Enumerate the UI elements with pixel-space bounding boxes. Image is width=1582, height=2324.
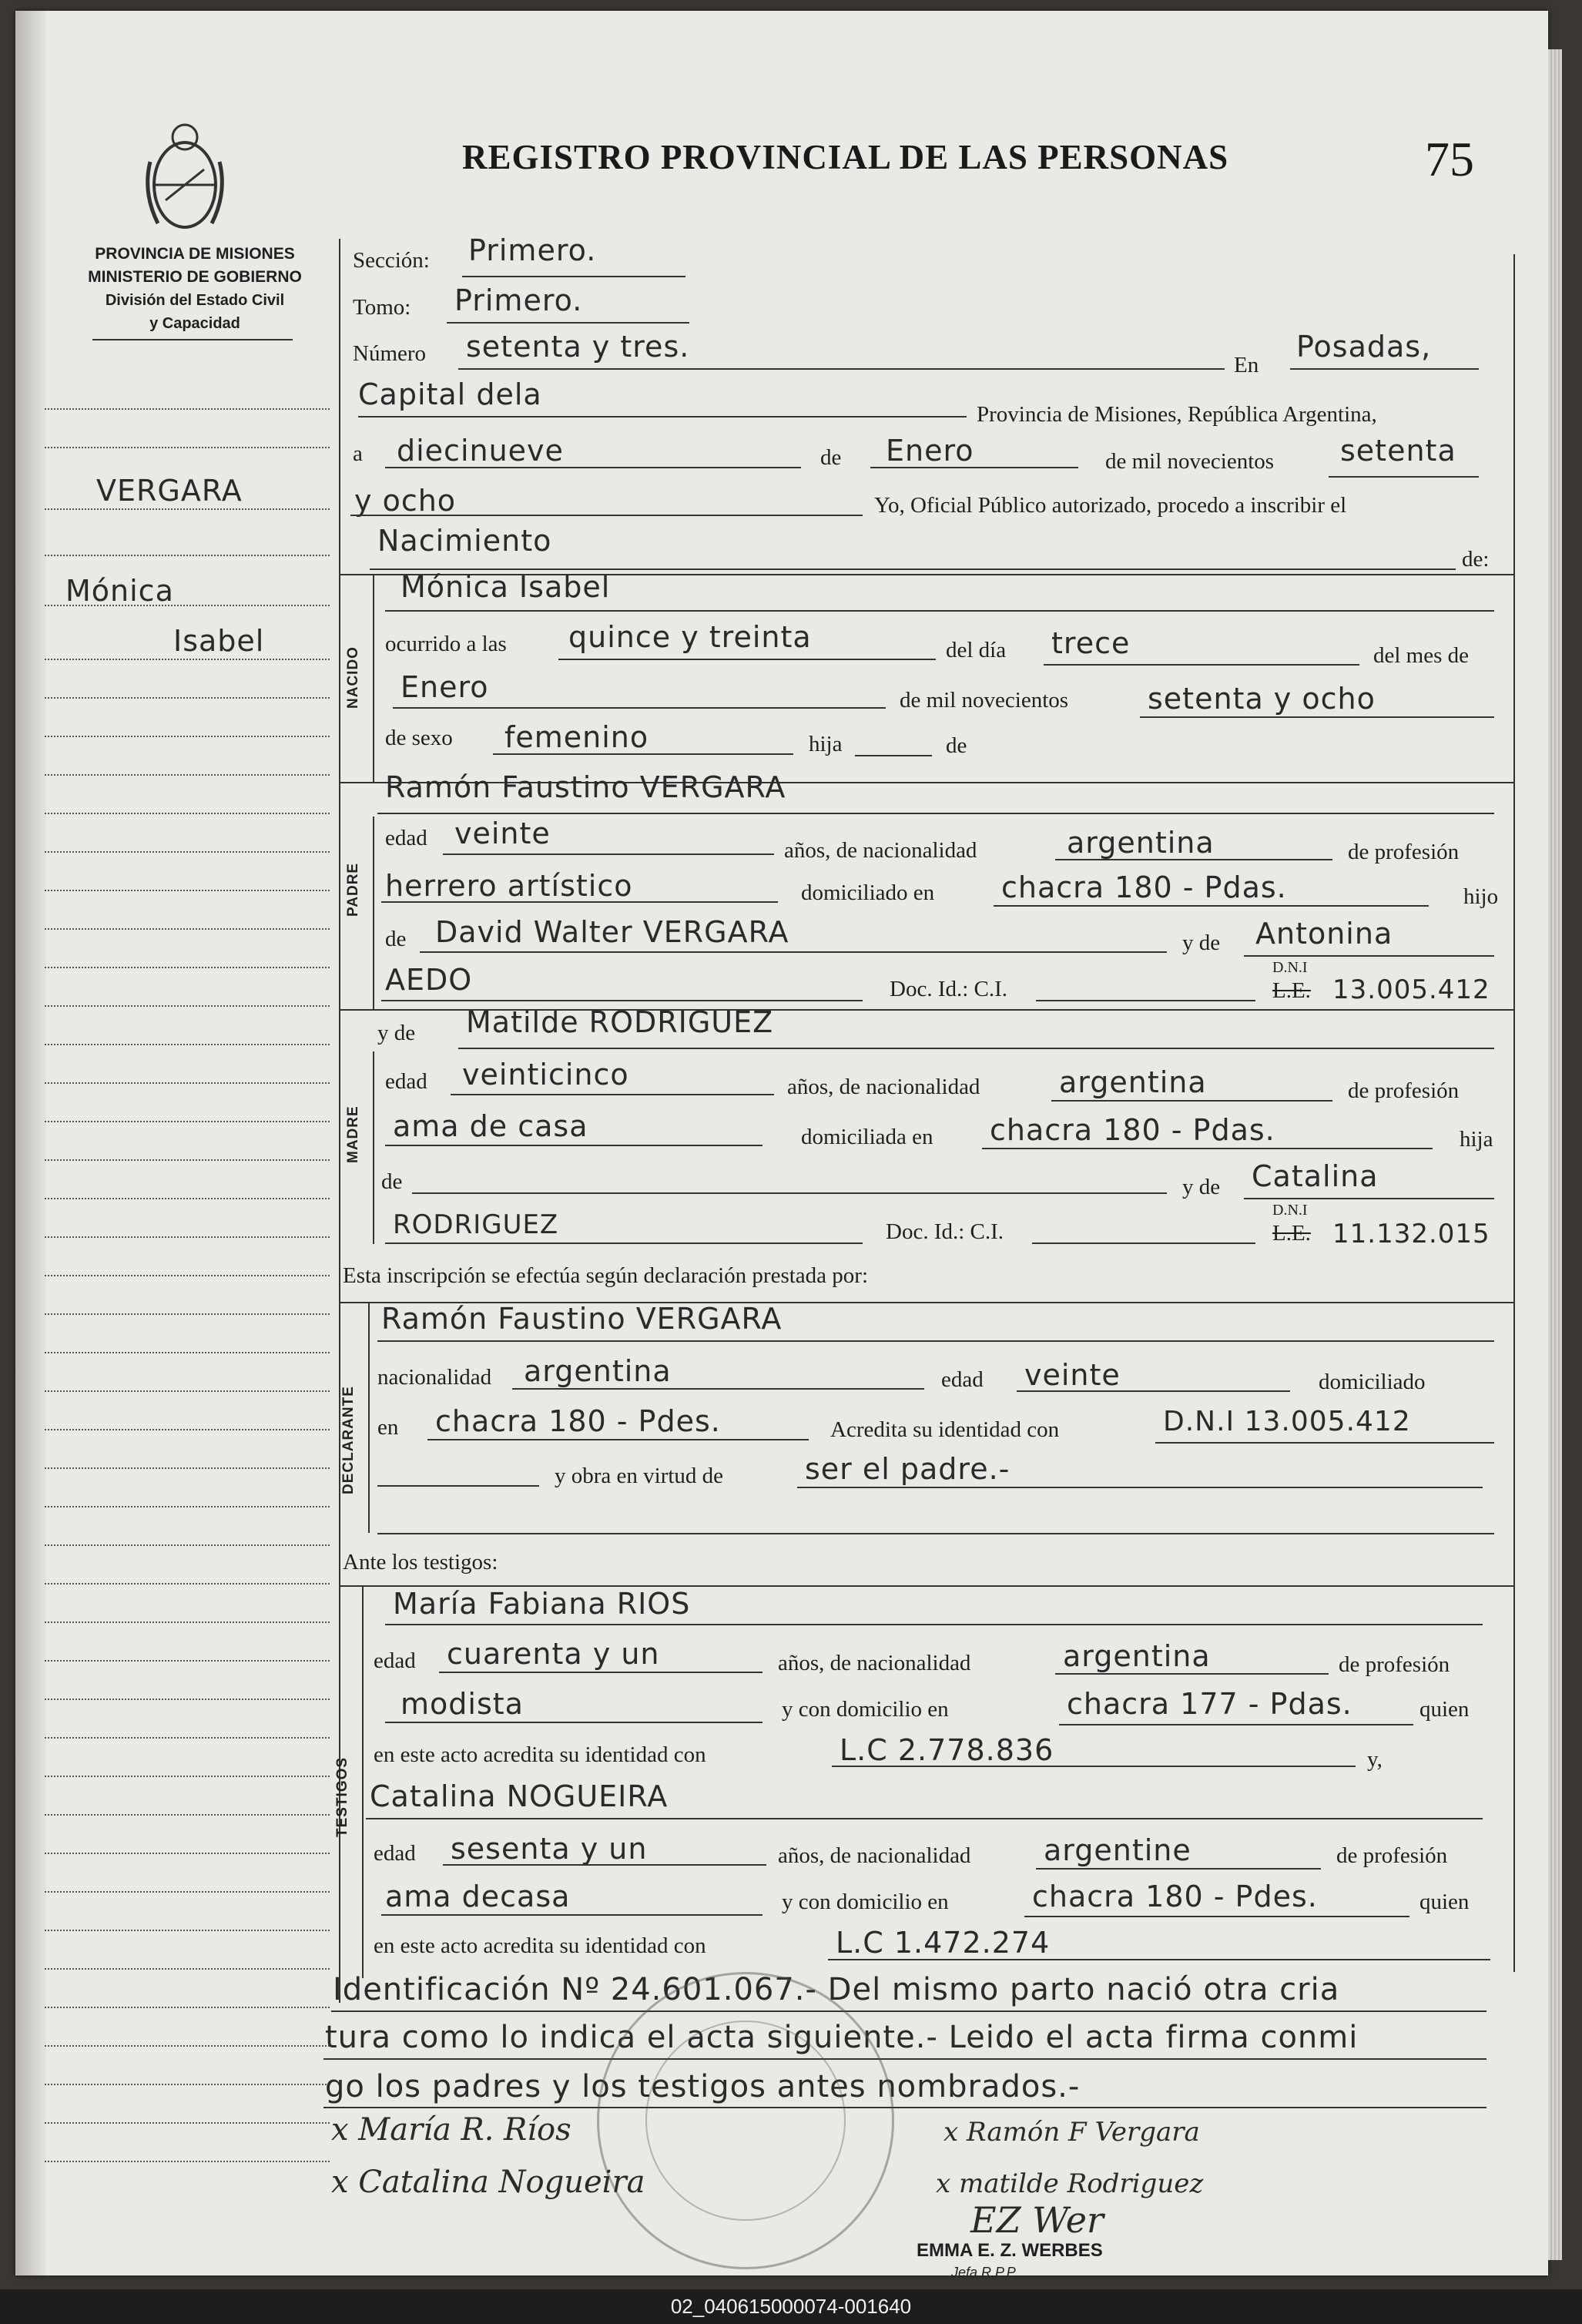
- day-value: diecinueve: [397, 434, 564, 468]
- madre-yde2-label: y de: [1182, 1175, 1221, 1199]
- madre-nac-label: años, de nacionalidad: [787, 1075, 980, 1099]
- signature-mother: x matilde Rodriguez: [936, 2168, 1204, 2199]
- madre-doc-type-old: L.E.: [1272, 1221, 1311, 1246]
- maternal-grandmother-first: Catalina: [1252, 1159, 1379, 1193]
- padre-dom-label: domiciliado en: [801, 880, 935, 905]
- decl-acredita-label: Acredita su identidad con: [830, 1417, 1060, 1442]
- seccion-value: Primero.: [468, 233, 597, 267]
- declarant-domicile: chacra 180 - Pdes.: [435, 1404, 721, 1438]
- father-age: veinte: [454, 817, 551, 850]
- sex-value: femenino: [504, 720, 649, 754]
- main-left-border: [339, 239, 340, 2003]
- issuer-block: [45, 243, 345, 335]
- province-label: PROVINCIA DE MISIONES: [95, 245, 295, 263]
- padre-de-label: de: [385, 927, 407, 951]
- numero-label: Número: [353, 341, 427, 366]
- dia-label: del día: [946, 638, 1007, 662]
- mes-label: del mes de: [1373, 643, 1470, 668]
- madre-edad-label: edad: [385, 1069, 427, 1094]
- testigos-divider: [362, 1585, 364, 1978]
- madre-dom-label: domiciliada en: [801, 1125, 933, 1149]
- declarant-nationality: argentina: [524, 1354, 672, 1388]
- de-colon: de:: [1462, 547, 1490, 572]
- witness1-nationality: argentina: [1063, 1639, 1211, 1673]
- birth-month: Enero: [401, 670, 489, 704]
- de-label: de: [820, 445, 842, 470]
- nacido-de-label: de: [946, 733, 967, 758]
- birth-year: setenta y ocho: [1148, 682, 1376, 716]
- officer-title: Jefa R.P.P.: [951, 2265, 1018, 2280]
- decl-en-label: en: [377, 1415, 399, 1440]
- father-nationality: argentina: [1067, 826, 1215, 860]
- capital-value: Capital dela: [358, 377, 542, 411]
- decl-dom-label: domiciliado: [1319, 1370, 1426, 1394]
- declarant-id: D.N.I 13.005.412: [1163, 1406, 1411, 1437]
- madre-divider: [373, 1051, 374, 1244]
- witness2-domicile: chacra 180 - Pdes.: [1032, 1880, 1318, 1913]
- numero-value: setenta y tres.: [466, 330, 690, 364]
- padre-hijo-label: hijo: [1463, 884, 1499, 909]
- mother-age: veinticinco: [462, 1058, 629, 1092]
- year2-value: y ocho: [354, 484, 457, 518]
- signature-officer: EZ Wer: [970, 2199, 1104, 2241]
- w1-acredita-label: en este acto acredita su identidad con: [374, 1742, 706, 1767]
- main-right-border: [1513, 254, 1515, 1972]
- padre-doc-number: 13.005.412: [1332, 974, 1490, 1005]
- book-binding: [15, 11, 46, 2275]
- en-value: Posadas,: [1296, 330, 1432, 364]
- decl-nac-label: nacionalidad: [377, 1365, 492, 1390]
- padre-prof-label: de profesión: [1348, 840, 1460, 864]
- signature-father: x Ramón F Vergara: [944, 2117, 1200, 2148]
- witness1-domicile: chacra 177 - Pdas.: [1067, 1687, 1352, 1721]
- paternal-grandmother-last: AEDO: [385, 963, 473, 997]
- margin-name-1: Mónica: [65, 574, 174, 608]
- w2-prof-label: de profesión: [1336, 1843, 1448, 1868]
- mother-name: Matilde RODRIGUEZ: [466, 1005, 774, 1039]
- year-label: de mil novecientos: [1105, 449, 1275, 474]
- w2-edad-label: edad: [374, 1841, 416, 1866]
- declarant-age: veinte: [1024, 1358, 1121, 1392]
- note-line-2: tura como lo indica el acta siguiente.- Leido el acta firma conmi: [325, 2020, 1359, 2055]
- w2-nac-label: años, de nacionalidad: [778, 1843, 971, 1868]
- w2-quien-label: quien: [1419, 1890, 1470, 1914]
- w1-nac-label: años, de nacionalidad: [778, 1651, 971, 1675]
- image-id-bar: [0, 2289, 1582, 2324]
- nacido-divider: [373, 574, 374, 782]
- tomo-value: Primero.: [454, 283, 583, 317]
- birth-hour: quince y treinta: [568, 620, 812, 654]
- declaracion-intro: Esta inscripción se efectúa según declaración prestada por:: [343, 1263, 869, 1288]
- madre-prof-label: de profesión: [1348, 1078, 1460, 1103]
- witness2-age: sesenta y un: [451, 1832, 648, 1866]
- father-name: Ramón Faustino VERGARA: [385, 770, 786, 804]
- father-profession: herrero artístico: [385, 869, 633, 903]
- w2-acredita-label: en este acto acredita su identidad con: [374, 1933, 706, 1958]
- paternal-grandmother-first: Antonina: [1255, 917, 1393, 951]
- declarant-reason: ser el padre.-: [805, 1452, 1011, 1486]
- month-value: Enero: [886, 434, 974, 468]
- margin-surname: VERGARA: [96, 474, 243, 508]
- note-line-3: go los padres y los testigos antes nombrados.-: [325, 2069, 1081, 2104]
- declarante-section-label: DECLARANTE: [340, 1386, 357, 1494]
- mother-domicile: chacra 180 - Pdas.: [990, 1113, 1275, 1147]
- padre-divider: [373, 817, 374, 1009]
- madre-doc-number: 11.132.015: [1332, 1219, 1490, 1249]
- coat-of-arms-icon: [135, 116, 235, 246]
- witness2-id: L.C 1.472.274: [836, 1926, 1051, 1960]
- capacity-label: y Capacidad: [149, 315, 240, 332]
- padre-yde-label: y de: [1182, 931, 1221, 955]
- witness2-name: Catalina NOGUEIRA: [370, 1779, 669, 1813]
- witness2-profession: ama decasa: [385, 1880, 571, 1913]
- mother-nationality: argentina: [1059, 1065, 1207, 1099]
- testigos-intro: Ante los testigos:: [343, 1550, 498, 1574]
- madre-doc-label: Doc. Id.: C.I.: [886, 1219, 1004, 1244]
- witness1-id: L.C 2.778.836: [840, 1733, 1054, 1767]
- testigos-section-label: TESTIGOS: [334, 1756, 350, 1837]
- declarante-divider: [368, 1302, 370, 1533]
- page-edge: [1548, 49, 1562, 2260]
- child-name: Mónica Isabel: [401, 570, 611, 604]
- division-label: División del Estado Civil: [105, 292, 285, 309]
- a-label: a: [353, 441, 363, 466]
- padre-doc-label: Doc. Id.: C.I.: [890, 977, 1008, 1001]
- madre-doc-type-new: D.N.I: [1272, 1202, 1308, 1219]
- birth-year-label: de mil novecientos: [900, 688, 1069, 713]
- w1-y-label: y,: [1367, 1747, 1383, 1772]
- decl-obra-label: y obra en virtud de: [555, 1464, 724, 1488]
- tomo-label: Tomo:: [353, 295, 411, 320]
- issuer-underline: [92, 339, 293, 340]
- w1-edad-label: edad: [374, 1648, 416, 1673]
- act-value: Nacimiento: [377, 524, 552, 558]
- w1-prof-label: de profesión: [1339, 1652, 1450, 1677]
- madre-yde-label: y de: [377, 1021, 416, 1045]
- father-domicile: chacra 180 - Pdas.: [1001, 870, 1287, 904]
- w1-dom-label: y con domicilio en: [782, 1697, 949, 1722]
- en-label: En: [1234, 353, 1259, 377]
- witness1-profession: modista: [401, 1687, 524, 1721]
- signature-witness-1: x María R. Ríos: [331, 2112, 571, 2148]
- padre-doc-type-old: L.E.: [1272, 978, 1311, 1003]
- mother-profession: ama de casa: [393, 1109, 588, 1143]
- hija-label: hija: [809, 732, 843, 756]
- madre-de-label: de: [381, 1169, 403, 1194]
- birth-day: trece: [1051, 626, 1131, 660]
- nacido-section-label: NACIDO: [345, 646, 361, 709]
- witness2-nationality: argentine: [1044, 1833, 1192, 1867]
- margin-name-2: Isabel: [173, 624, 265, 658]
- padre-section-label: PADRE: [345, 862, 361, 917]
- witness1-age: cuarenta y un: [447, 1637, 660, 1671]
- note-line-1: Identificación Nº 24.601.067.- Del mismo parto nació otra cria: [333, 1972, 1340, 2007]
- padre-doc-type-new: D.N.I: [1272, 959, 1308, 976]
- madre-section-label: MADRE: [345, 1105, 361, 1163]
- page-number: 75: [1425, 132, 1474, 186]
- declarant-name: Ramón Faustino VERGARA: [381, 1302, 783, 1336]
- paternal-grandfather: David Walter VERGARA: [435, 915, 789, 949]
- year1-value: setenta: [1340, 434, 1456, 468]
- madre-hija-label: hija: [1460, 1127, 1493, 1152]
- w1-quien-label: quien: [1419, 1697, 1470, 1722]
- padre-edad-label: edad: [385, 826, 427, 850]
- sexo-label: de sexo: [385, 726, 453, 750]
- seccion-label: Sección:: [353, 248, 430, 273]
- witness1-name: María Fabiana RIOS: [393, 1587, 691, 1621]
- image-id: 02_040615000074-001640: [670, 2295, 912, 2318]
- padre-nac-label: años, de nacionalidad: [784, 838, 977, 863]
- maternal-grandmother-last: RODRIGUEZ: [393, 1209, 559, 1240]
- ministry-label: MINISTERIO DE GOBIERNO: [88, 268, 302, 286]
- w2-dom-label: y con domicilio en: [782, 1890, 949, 1914]
- officer-name: EMMA E. Z. WERBES: [917, 2240, 1103, 2261]
- official-seal: [597, 1972, 894, 2269]
- page-title: REGISTRO PROVINCIAL DE LAS PERSONAS: [462, 138, 1229, 176]
- decl-edad-label: edad: [941, 1367, 984, 1392]
- signature-witness-2: x Catalina Nogueira: [331, 2165, 645, 2200]
- province-text: Provincia de Misiones, República Argentina,: [977, 402, 1377, 427]
- oficial-text: Yo, Oficial Público autorizado, procedo a inscribir el: [874, 493, 1347, 518]
- ocurrido-label: ocurrido a las: [385, 632, 507, 656]
